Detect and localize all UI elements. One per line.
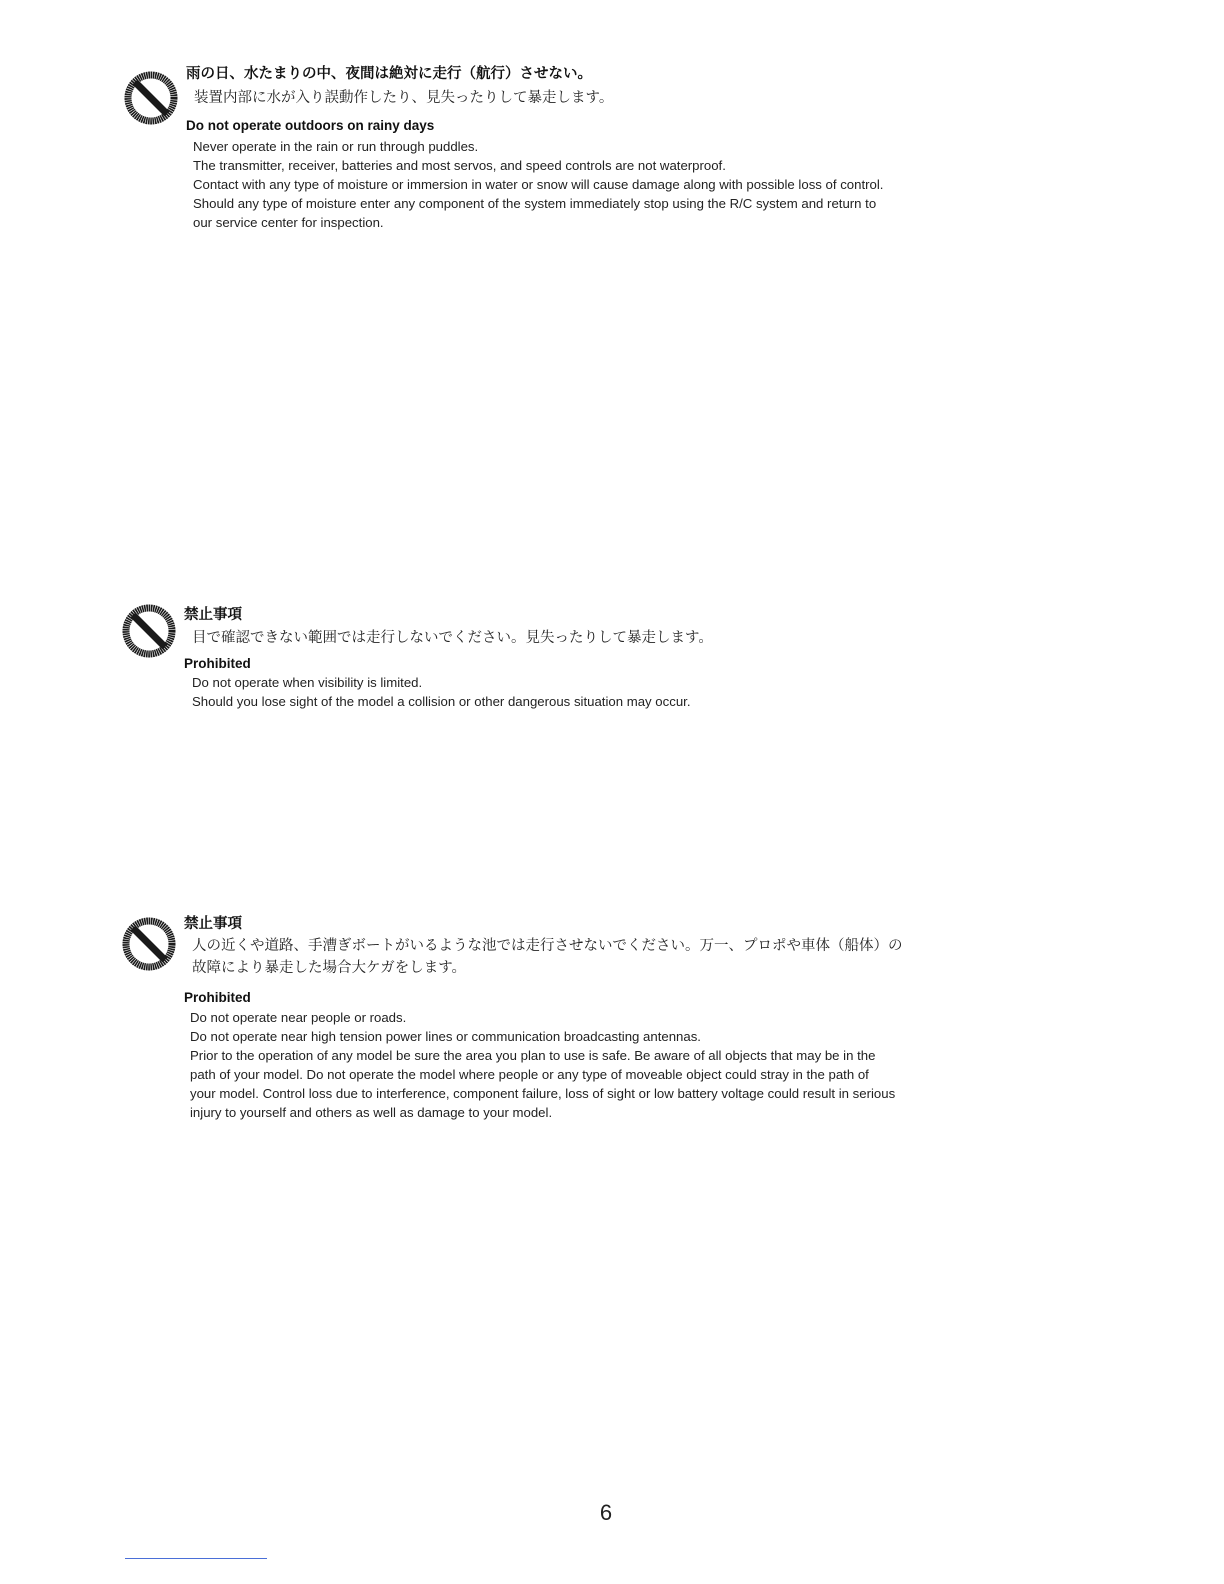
warning-body xyxy=(193,137,883,232)
prohibition-icon xyxy=(123,70,179,126)
prohibition-icon xyxy=(121,603,177,659)
body-line: Do not operate near people or roads. xyxy=(190,1010,407,1025)
jp-warning-text: 故障により暴走した場合大ケガをします。 xyxy=(192,960,467,976)
body-line: Do not operate near high tension power lines or communication broadcasting antennas. xyxy=(190,1029,701,1044)
jp-warning-text: 装置内部に水が入り誤動作したり、見失ったりして暴走します。 xyxy=(194,90,614,106)
body-line: Prior to the operation of any model be sure the area you plan to use is safe. Be aware of all objects that may be in the xyxy=(190,1048,876,1063)
body-line: Do not operate when visibility is limited. xyxy=(192,675,423,690)
warning-body xyxy=(192,673,690,711)
body-line: Should you lose sight of the model a collision or other dangerous situation may occur. xyxy=(192,694,691,709)
jp-warning-text: 目で確認できない範囲では走行しないでください。見失ったりして暴走します。 xyxy=(192,630,713,646)
page-number: 6 xyxy=(599,1500,613,1525)
body-line: our service center for inspection. xyxy=(193,215,384,230)
warning-heading: Prohibited xyxy=(184,990,251,1005)
jp-warning-text: 人の近くや道路、手漕ぎボートがいるような池では走行させないでください。万一、プロポや車体（船体）の xyxy=(192,938,903,954)
body-line: Never operate in the rain or run through puddles. xyxy=(193,139,479,154)
body-line: Should any type of moisture enter any component of the system immediately stop using the R/C system and return to xyxy=(193,196,877,211)
body-line: injury to yourself and others as well as damage to your model. xyxy=(190,1105,553,1120)
warning-heading: Do not operate outdoors on rainy days xyxy=(186,118,435,133)
jp-warning-title: 禁止事項 xyxy=(184,916,242,932)
jp-warning-title: 禁止事項 xyxy=(184,607,242,623)
body-line: The transmitter, receiver, batteries and most servos, and speed controls are not waterproof. xyxy=(193,158,726,173)
body-line: path of your model. Do not operate the model where people or any type of moveable object could stray in the path of xyxy=(190,1067,869,1082)
prohibition-icon xyxy=(121,916,177,972)
warning-body xyxy=(190,1008,895,1122)
warning-heading: Prohibited xyxy=(184,656,251,671)
jp-warning-title: 雨の日、水たまりの中、夜間は絶対に走行（航行）させない。 xyxy=(186,66,592,82)
footer-rule xyxy=(125,1558,267,1559)
body-line: Contact with any type of moisture or immersion in water or snow will cause damage along with possible loss of control. xyxy=(193,177,884,192)
body-line: your model. Control loss due to interference, component failure, loss of sight or low battery voltage could result in serious xyxy=(190,1086,896,1101)
